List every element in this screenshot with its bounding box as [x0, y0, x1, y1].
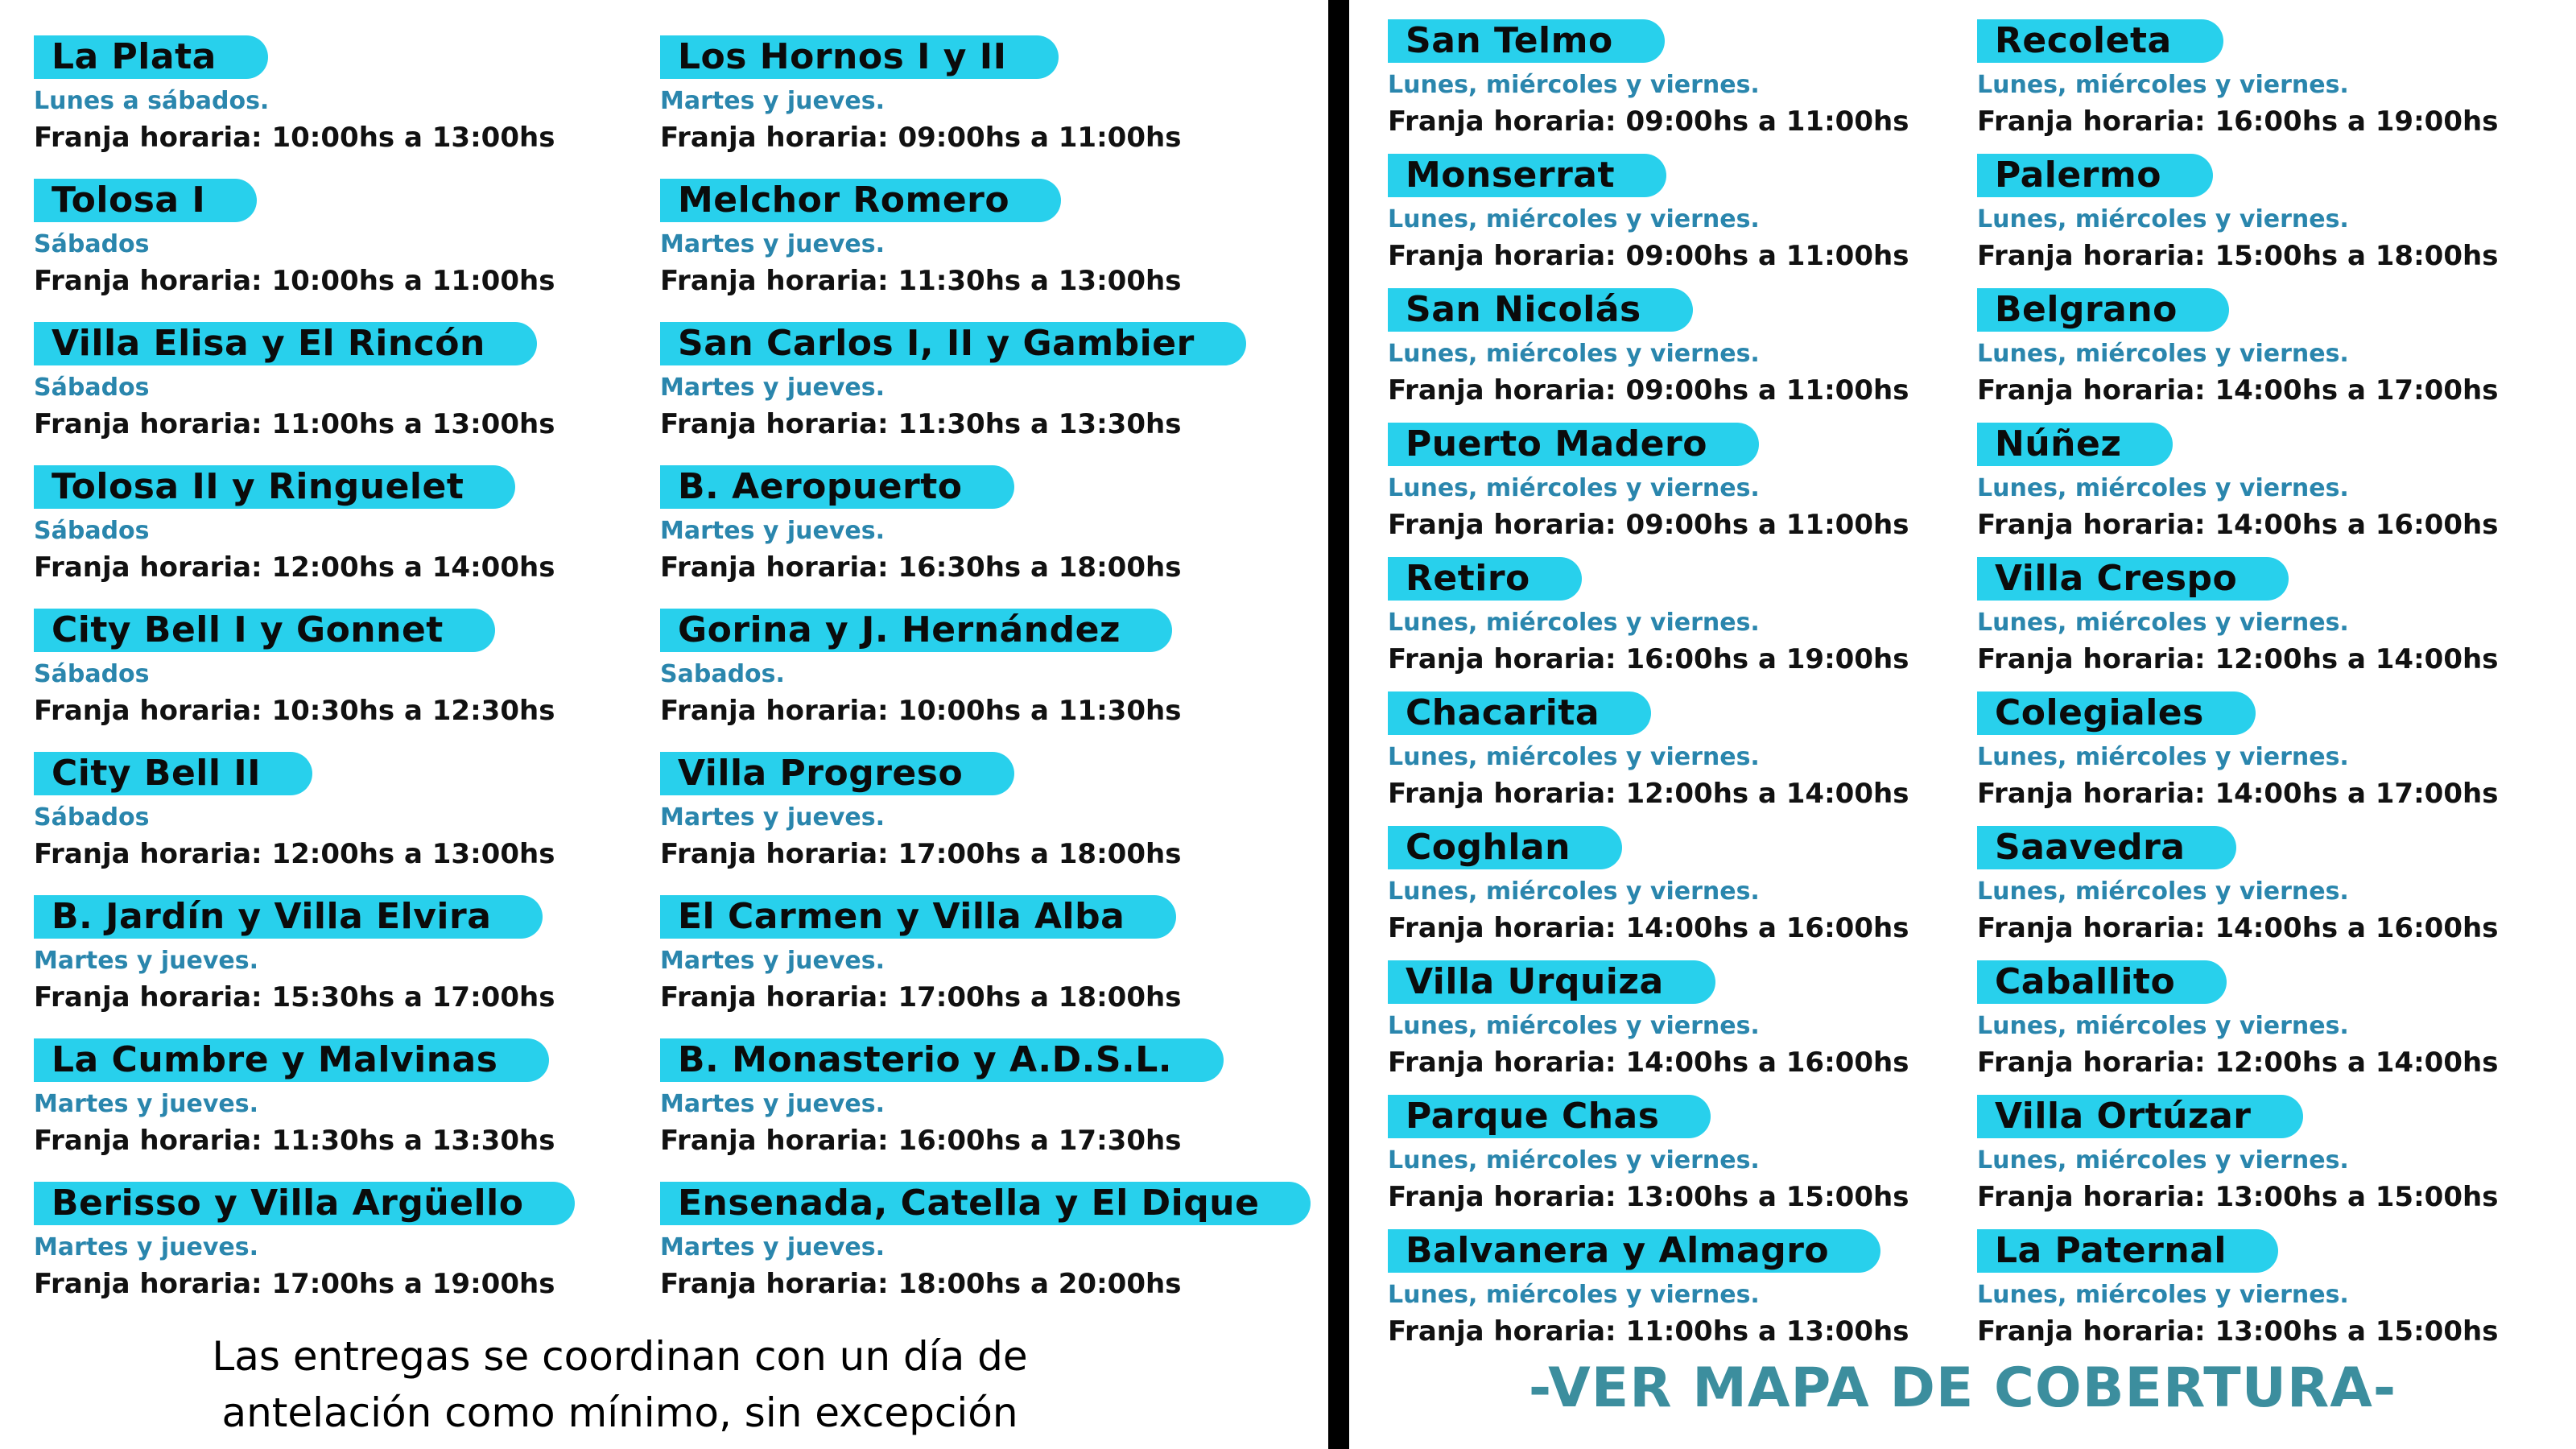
zone-time-slot: Franja horaria: 10:00hs a 11:00hs [34, 265, 555, 297]
zone-name-badge: B. Jardín y Villa Elvira [34, 895, 543, 939]
zone-entry [34, 179, 555, 297]
zone-name-badge: Belgrano [1977, 288, 2229, 332]
zone-delivery-days: Lunes, miércoles y viernes. [1977, 1281, 2349, 1309]
zone-delivery-days: Martes y jueves. [660, 1233, 886, 1261]
zone-delivery-days: Lunes, miércoles y viernes. [1977, 205, 2349, 233]
zone-entry [1977, 154, 2498, 272]
zone-delivery-days: Lunes, miércoles y viernes. [1388, 1281, 1760, 1309]
zone-time-slot: Franja horaria: 12:00hs a 14:00hs [1388, 778, 1909, 810]
zone-time-slot: Franja horaria: 12:00hs a 14:00hs [34, 551, 555, 584]
zone-time-slot: Franja horaria: 16:30hs a 18:00hs [660, 551, 1182, 584]
zone-entry [1388, 288, 1909, 407]
zone-entry [660, 465, 1181, 584]
zone-delivery-days: Sábados [34, 374, 150, 402]
zone-time-slot: Franja horaria: 10:30hs a 12:30hs [34, 695, 555, 727]
zone-time-slot: Franja horaria: 11:00hs a 13:00hs [1388, 1315, 1909, 1348]
zone-time-slot: Franja horaria: 10:00hs a 13:00hs [34, 122, 555, 154]
zone-name-badge: Monserrat [1388, 154, 1666, 197]
zone-delivery-days: Lunes, miércoles y viernes. [1977, 340, 2349, 368]
zone-name-badge: Villa Crespo [1977, 557, 2289, 601]
zone-name-badge: San Telmo [1388, 19, 1665, 63]
zone-name-badge: City Bell II [34, 752, 312, 795]
zone-name-badge: B. Aeropuerto [660, 465, 1014, 509]
zone-time-slot: Franja horaria: 10:00hs a 11:30hs [660, 695, 1182, 727]
zone-time-slot: Franja horaria: 14:00hs a 17:00hs [1977, 374, 2499, 407]
zone-delivery-days: Lunes, miércoles y viernes. [1977, 877, 2349, 906]
zone-name-badge: Coghlan [1388, 826, 1622, 869]
zone-name-badge: Recoleta [1977, 19, 2223, 63]
zone-time-slot: Franja horaria: 09:00hs a 11:00hs [1388, 105, 1909, 138]
zone-time-slot: Franja horaria: 18:00hs a 20:00hs [660, 1268, 1182, 1300]
zone-delivery-days: Sábados [34, 803, 150, 832]
zone-entry [660, 35, 1181, 154]
zone-time-slot: Franja horaria: 15:00hs a 18:00hs [1977, 240, 2499, 272]
panel-divider [1328, 0, 1349, 1449]
zone-time-slot: Franja horaria: 14:00hs a 16:00hs [1388, 1046, 1909, 1079]
zone-name-badge: Villa Ortúzar [1977, 1095, 2303, 1138]
caba-schedule-panel [1349, 0, 2576, 1449]
zone-name-badge: Gorina y J. Hernández [660, 609, 1172, 652]
zone-delivery-days: Martes y jueves. [660, 803, 886, 832]
zone-time-slot: Franja horaria: 09:00hs a 11:00hs [1388, 509, 1909, 541]
zone-time-slot: Franja horaria: 14:00hs a 17:00hs [1977, 778, 2499, 810]
zone-delivery-days: Lunes, miércoles y viernes. [1388, 743, 1760, 771]
zone-time-slot: Franja horaria: 12:00hs a 14:00hs [1977, 1046, 2499, 1079]
zone-name-badge: Villa Urquiza [1388, 960, 1715, 1004]
zone-time-slot: Franja horaria: 12:00hs a 14:00hs [1977, 643, 2499, 675]
zone-entry [34, 752, 555, 870]
zone-name-badge: City Bell I y Gonnet [34, 609, 495, 652]
zone-name-badge: Caballito [1977, 960, 2227, 1004]
zone-entry [660, 1182, 1311, 1300]
zone-name-badge: Melchor Romero [660, 179, 1061, 222]
zone-entry [660, 752, 1181, 870]
zone-delivery-days: Sábados [34, 230, 150, 258]
zone-entry [1388, 154, 1909, 272]
zone-name-badge: Parque Chas [1388, 1095, 1711, 1138]
zone-delivery-days: Martes y jueves. [34, 1233, 259, 1261]
zone-delivery-days: Sábados [34, 517, 150, 545]
zone-name-badge: Tolosa II y Ringuelet [34, 465, 515, 509]
zone-entry [34, 1038, 555, 1157]
zone-delivery-days: Lunes, miércoles y viernes. [1977, 474, 2349, 502]
zone-delivery-days: Lunes, miércoles y viernes. [1388, 877, 1760, 906]
zone-entry [34, 35, 555, 154]
zone-time-slot: Franja horaria: 16:00hs a 19:00hs [1977, 105, 2499, 138]
zone-time-slot: Franja horaria: 11:00hs a 13:00hs [34, 408, 555, 440]
zone-delivery-days: Sábados [34, 660, 150, 688]
zone-entry [660, 895, 1181, 1013]
zone-entry [660, 1038, 1224, 1157]
zone-entry [1388, 1229, 1909, 1348]
zone-time-slot: Franja horaria: 09:00hs a 11:00hs [1388, 240, 1909, 272]
zone-entry [34, 609, 555, 727]
zone-name-badge: Colegiales [1977, 691, 2256, 735]
delivery-note [97, 1328, 1143, 1441]
zone-name-badge: Palermo [1977, 154, 2213, 197]
zone-time-slot: Franja horaria: 09:00hs a 11:00hs [660, 122, 1182, 154]
zone-time-slot: Franja horaria: 11:30hs a 13:30hs [34, 1125, 555, 1157]
zone-entry [1388, 19, 1909, 138]
zone-name-badge: Puerto Madero [1388, 423, 1759, 466]
zone-entry [1388, 960, 1909, 1079]
zone-time-slot: Franja horaria: 17:00hs a 18:00hs [660, 838, 1182, 870]
zone-name-badge: Los Hornos I y II [660, 35, 1059, 79]
coverage-map-link[interactable]: -VER MAPA DE COBERTURA- [1528, 1356, 2397, 1420]
zone-time-slot: Franja horaria: 14:00hs a 16:00hs [1977, 509, 2499, 541]
zone-entry [34, 1182, 575, 1300]
zone-delivery-days: Lunes, miércoles y viernes. [1388, 609, 1760, 637]
zone-name-badge: Tolosa I [34, 179, 257, 222]
zone-name-badge: Balvanera y Almagro [1388, 1229, 1880, 1273]
zone-delivery-days: Lunes, miércoles y viernes. [1388, 71, 1760, 99]
zone-delivery-days: Martes y jueves. [660, 1090, 886, 1118]
zone-delivery-days: Martes y jueves. [660, 374, 886, 402]
zone-delivery-days: Lunes, miércoles y viernes. [1388, 340, 1760, 368]
zone-delivery-days: Lunes, miércoles y viernes. [1977, 609, 2349, 637]
zone-time-slot: Franja horaria: 14:00hs a 16:00hs [1977, 912, 2499, 944]
zone-entry [1977, 1095, 2498, 1213]
zone-time-slot: Franja horaria: 12:00hs a 13:00hs [34, 838, 555, 870]
zone-name-badge: Núñez [1977, 423, 2173, 466]
zone-time-slot: Franja horaria: 11:30hs a 13:30hs [660, 408, 1182, 440]
zone-delivery-days: Martes y jueves. [34, 947, 259, 975]
zone-entry [1388, 557, 1909, 675]
zone-delivery-days: Lunes, miércoles y viernes. [1388, 1146, 1760, 1174]
zone-delivery-days: Martes y jueves. [660, 517, 886, 545]
zone-entry [1388, 423, 1909, 541]
zone-entry [1388, 826, 1909, 944]
zone-time-slot: Franja horaria: 17:00hs a 18:00hs [660, 981, 1182, 1013]
zone-time-slot: Franja horaria: 16:00hs a 17:30hs [660, 1125, 1182, 1157]
zone-entry [1388, 691, 1909, 810]
zone-entry [1977, 1229, 2498, 1348]
zone-name-badge: La Plata [34, 35, 268, 79]
zone-name-badge: Retiro [1388, 557, 1582, 601]
zone-entry [34, 465, 555, 584]
zone-entry [660, 179, 1181, 297]
zone-time-slot: Franja horaria: 13:00hs a 15:00hs [1977, 1181, 2499, 1213]
zone-entry [660, 609, 1181, 727]
zone-entry [1977, 288, 2498, 407]
zone-entry [34, 322, 555, 440]
zone-time-slot: Franja horaria: 15:30hs a 17:00hs [34, 981, 555, 1013]
zone-entry [34, 895, 555, 1013]
zone-name-badge: Villa Progreso [660, 752, 1014, 795]
zone-delivery-days: Lunes, miércoles y viernes. [1977, 71, 2349, 99]
zone-delivery-days: Lunes, miércoles y viernes. [1977, 743, 2349, 771]
zone-time-slot: Franja horaria: 13:00hs a 15:00hs [1388, 1181, 1909, 1213]
zone-time-slot: Franja horaria: 13:00hs a 15:00hs [1977, 1315, 2499, 1348]
zone-name-badge: San Carlos I, II y Gambier [660, 322, 1246, 365]
zone-delivery-days: Lunes, miércoles y viernes. [1388, 474, 1760, 502]
zone-delivery-days: Martes y jueves. [660, 947, 886, 975]
zone-name-badge: La Paternal [1977, 1229, 2278, 1273]
zone-delivery-days: Lunes, miércoles y viernes. [1388, 205, 1760, 233]
zone-name-badge: La Cumbre y Malvinas [34, 1038, 549, 1082]
zone-entry [1388, 1095, 1909, 1213]
zone-time-slot: Franja horaria: 11:30hs a 13:00hs [660, 265, 1182, 297]
zone-entry [1977, 960, 2498, 1079]
zone-name-badge: San Nicolás [1388, 288, 1693, 332]
zone-name-badge: El Carmen y Villa Alba [660, 895, 1176, 939]
zone-entry [1977, 19, 2498, 138]
zone-delivery-days: Martes y jueves. [660, 230, 886, 258]
delivery-note-line-2: antelación como mínimo, sin excepción [221, 1389, 1018, 1436]
zone-delivery-days: Lunes, miércoles y viernes. [1977, 1012, 2349, 1040]
zone-delivery-days: Lunes a sábados. [34, 87, 270, 115]
zone-delivery-days: Lunes, miércoles y viernes. [1388, 1012, 1760, 1040]
zone-delivery-days: Lunes, miércoles y viernes. [1977, 1146, 2349, 1174]
zone-delivery-days: Sabados. [660, 660, 785, 688]
zone-name-badge: B. Monasterio y A.D.S.L. [660, 1038, 1224, 1082]
zone-name-badge: Chacarita [1388, 691, 1651, 735]
zone-name-badge: Villa Elisa y El Rincón [34, 322, 537, 365]
zone-entry [1977, 826, 2498, 944]
zone-entry [1977, 423, 2498, 541]
zone-time-slot: Franja horaria: 09:00hs a 11:00hs [1388, 374, 1909, 407]
zone-name-badge: Berisso y Villa Argüello [34, 1182, 575, 1225]
zone-name-badge: Ensenada, Catella y El Dique [660, 1182, 1311, 1225]
delivery-note-line-1: Las entregas se coordinan con un día de [212, 1333, 1028, 1380]
zone-entry [1977, 691, 2498, 810]
zone-time-slot: Franja horaria: 17:00hs a 19:00hs [34, 1268, 555, 1300]
zone-delivery-days: Martes y jueves. [34, 1090, 259, 1118]
zone-time-slot: Franja horaria: 14:00hs a 16:00hs [1388, 912, 1909, 944]
zone-entry [660, 322, 1246, 440]
zone-delivery-days: Martes y jueves. [660, 87, 886, 115]
zone-entry [1977, 557, 2498, 675]
zone-name-badge: Saavedra [1977, 826, 2236, 869]
zone-time-slot: Franja horaria: 16:00hs a 19:00hs [1388, 643, 1909, 675]
